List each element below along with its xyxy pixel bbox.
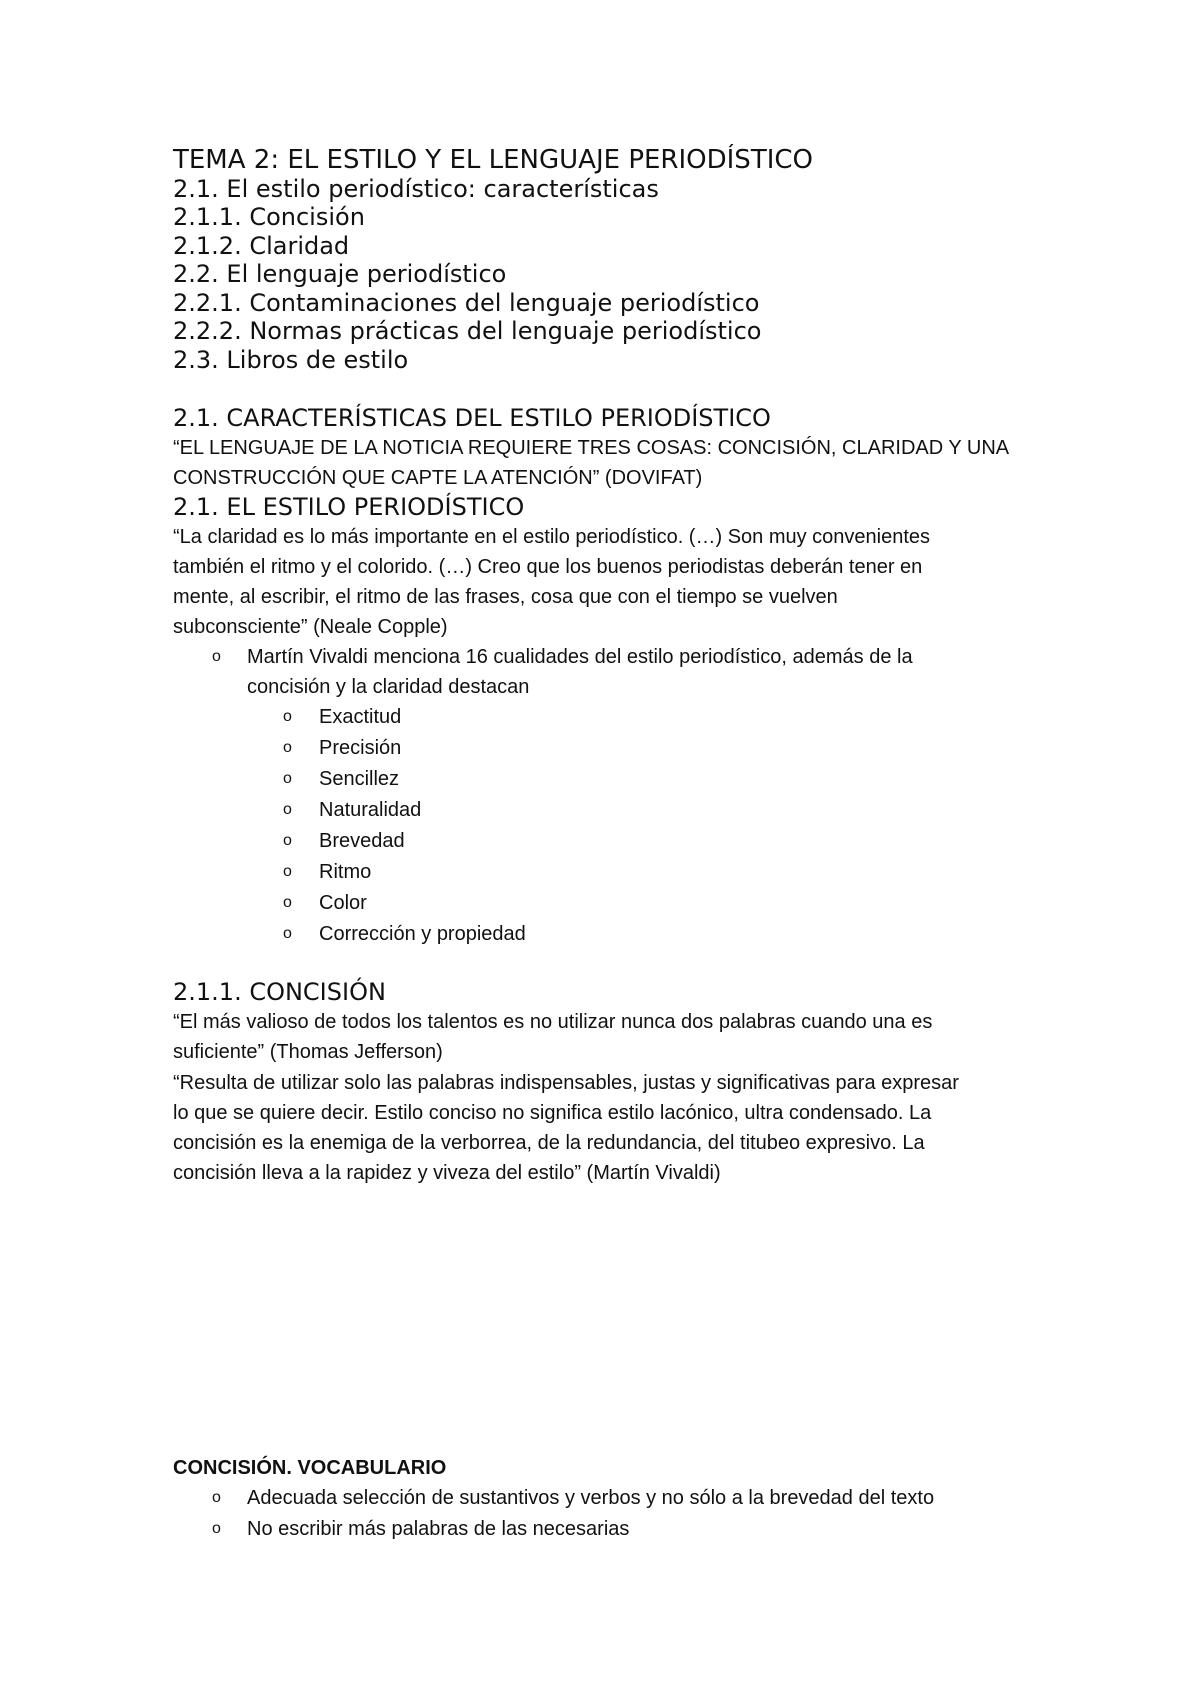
bullet-line: Adecuada selección de sustantivos y verbos y no sólo a la brevedad del texto <box>247 1487 935 1509</box>
quote-line: CONSTRUCCIÓN QUE CAPTE LA ATENCIÓN” (DOVIFAT) <box>173 467 703 489</box>
quote-line: mente, al escribir, el ritmo de las frases, cosa que con el tiempo se vuelven <box>173 586 838 608</box>
toc-item: 2.2. El lenguaje periodístico <box>173 260 507 288</box>
quote-line: “El más valioso de todos los talentos es no utilizar nunca dos palabras cuando una es <box>173 1011 933 1033</box>
toc-item: 2.1.2. Claridad <box>173 231 350 260</box>
heading-text: CONCISIÓN. VOCABULARIO <box>173 1457 447 1479</box>
quality-item <box>283 733 683 763</box>
quote-line: concisión es la enemiga de la verborrea, de la redundancia, del titubeo expresivo. La <box>173 1132 925 1154</box>
vivaldi-quote <box>173 1068 1040 1188</box>
bullet-marker: o <box>283 801 292 818</box>
quality-label: Corrección y propiedad <box>319 923 526 945</box>
quality-item <box>283 919 683 949</box>
quality-label: Sencillez <box>319 768 400 790</box>
section-heading-concision <box>173 978 1040 1007</box>
document-title: TEMA 2: EL ESTILO Y EL LENGUAJE PERIODÍSTICO <box>173 145 813 175</box>
toc-block <box>173 146 1040 374</box>
quote-line: “Resulta de utilizar solo las palabras indispensables, justas y significativas para expresar <box>173 1072 959 1094</box>
bullet-vivaldi <box>212 642 1012 702</box>
bullet-marker: o <box>212 1520 221 1537</box>
quality-label: Precisión <box>319 737 402 759</box>
quality-label: Ritmo <box>319 861 372 883</box>
section-heading-estilo <box>173 493 1040 522</box>
dovifat-quote <box>173 433 1040 493</box>
bullet-marker: o <box>283 863 292 880</box>
heading-text: 2.1. CARACTERÍSTICAS DEL ESTILO PERIODÍSTICO <box>173 404 771 432</box>
quality-item <box>283 702 683 732</box>
section-heading-vocabulario <box>173 1453 1040 1483</box>
quote-line: subconsciente” (Neale Copple) <box>173 616 448 638</box>
bullet-marker: o <box>283 832 292 849</box>
bullet-line: Martín Vivaldi menciona 16 cualidades del estilo periodístico, además de la <box>247 646 913 668</box>
bullet-marker: o <box>212 1489 221 1506</box>
vocabulario-item <box>212 1514 1112 1544</box>
toc-item: 2.3. Libros de estilo <box>173 345 409 374</box>
bullet-marker: o <box>283 770 292 787</box>
section-heading-caracteristicas <box>173 404 1040 433</box>
bullet-marker: o <box>283 925 292 942</box>
quote-line: también el ritmo y el colorido. (…) Creo que los buenos periodistas deberán tener en <box>173 556 923 578</box>
toc-item: 2.1. El estilo periodístico: características <box>173 174 659 203</box>
quality-label: Exactitud <box>319 706 402 728</box>
quality-item <box>283 764 683 794</box>
toc-item: 2.2.2. Normas prácticas del lenguaje periodístico <box>173 317 762 345</box>
toc-item: 2.2.1. Contaminaciones del lenguaje periodístico <box>173 288 760 317</box>
bullet-line: concisión y la claridad destacan <box>247 676 530 698</box>
quality-label: Color <box>319 892 367 914</box>
quote-line: “EL LENGUAJE DE LA NOTICIA REQUIERE TRES COSAS: CONCISIÓN, CLARIDAD Y UNA <box>173 437 1010 459</box>
quality-item <box>283 795 683 825</box>
bullet-marker: o <box>212 648 221 665</box>
bullet-marker: o <box>283 708 292 725</box>
vocabulario-item <box>212 1483 1112 1513</box>
quality-label: Brevedad <box>319 830 405 852</box>
jefferson-quote <box>173 1007 1040 1067</box>
heading-text: 2.1.1. CONCISIÓN <box>173 978 386 1006</box>
toc-item: 2.1.1. Concisión <box>173 203 365 231</box>
quality-item <box>283 888 683 918</box>
heading-text: 2.1. EL ESTILO PERIODÍSTICO <box>173 493 525 521</box>
quality-label: Naturalidad <box>319 799 422 821</box>
quote-line: lo que se quiere decir. Estilo conciso no significa estilo lacónico, ultra condensado. La <box>173 1102 932 1124</box>
quality-item <box>283 826 683 856</box>
copple-quote <box>173 522 1040 642</box>
quote-line: concisión lleva a la rapidez y viveza del estilo” (Martín Vivaldi) <box>173 1162 721 1184</box>
bullet-marker: o <box>283 894 292 911</box>
quote-line: “La claridad es lo más importante en el estilo periodístico. (…) Son muy convenientes <box>173 526 931 548</box>
bullet-line: No escribir más palabras de las necesarias <box>247 1518 630 1540</box>
bullet-marker: o <box>283 739 292 756</box>
quote-line: suficiente” (Thomas Jefferson) <box>173 1041 443 1063</box>
quality-item <box>283 857 683 887</box>
